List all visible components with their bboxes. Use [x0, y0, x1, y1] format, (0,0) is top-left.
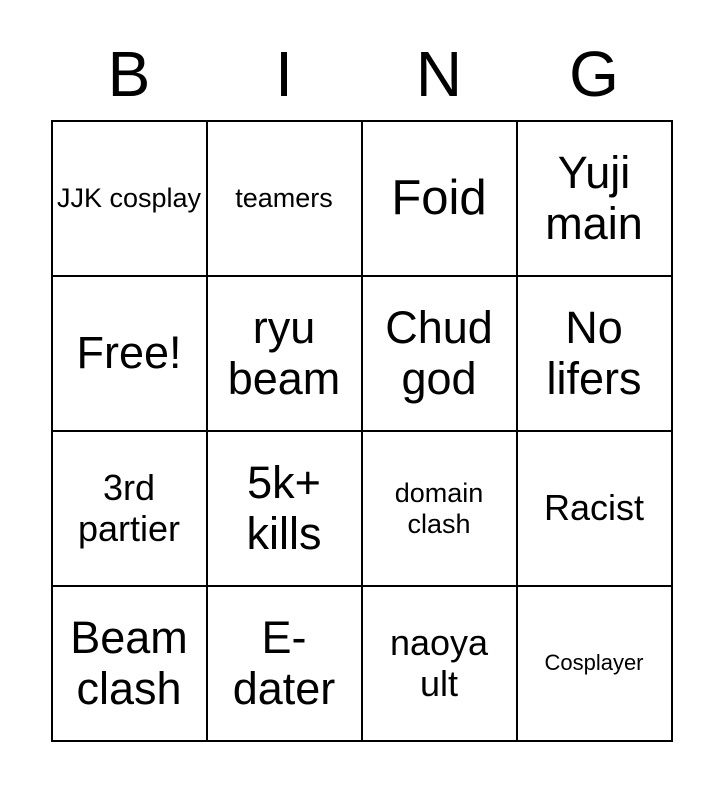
bingo-cell-free[interactable]: Free! — [52, 276, 207, 431]
bingo-cell[interactable]: 5k+ kills — [207, 431, 362, 586]
bingo-cell[interactable]: Beam clash — [52, 586, 207, 741]
bingo-row — [52, 431, 672, 586]
bingo-cell[interactable]: Racist — [517, 431, 672, 586]
bingo-cell[interactable]: No lifers — [517, 276, 672, 431]
bingo-cell[interactable]: Chud god — [362, 276, 517, 431]
bingo-cell[interactable]: domain clash — [362, 431, 517, 586]
bingo-row — [52, 121, 672, 276]
header-letter-i: I — [275, 38, 293, 110]
bingo-cell[interactable]: teamers — [207, 121, 362, 276]
bingo-cell[interactable]: naoya ult — [362, 586, 517, 741]
bingo-cell[interactable]: Foid — [362, 121, 517, 276]
bingo-cell[interactable]: 3rd partier — [52, 431, 207, 586]
bingo-grid — [51, 120, 673, 742]
header-letter-b: B — [107, 38, 151, 110]
bingo-row — [52, 586, 672, 741]
bingo-header-row — [52, 0, 672, 110]
bingo-cell[interactable]: ryu beam — [207, 276, 362, 431]
header-letter-g: G — [569, 38, 619, 110]
bingo-cell[interactable]: JJK cosplay — [52, 121, 207, 276]
bingo-cell[interactable]: E-dater — [207, 586, 362, 741]
header-letter-n: N — [415, 38, 463, 110]
bingo-cell[interactable]: Yuji main — [517, 121, 672, 276]
bingo-row — [52, 276, 672, 431]
bingo-cell[interactable]: Cosplayer — [517, 586, 672, 741]
